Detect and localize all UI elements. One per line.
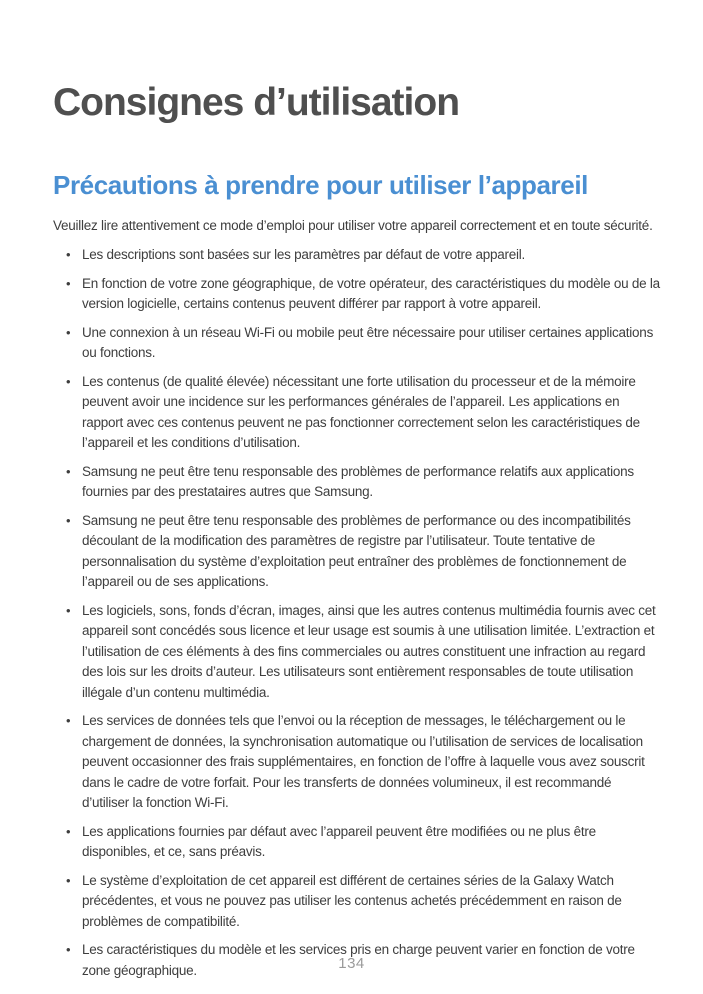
page-title: Consignes d’utilisation — [53, 81, 460, 124]
precaution-item: • En fonction de votre zone géographique, de votre opérateur, des caractéristiques du modèle ou de la version logicielle, certains contenus peuvent différer par rapport à votre appareil. — [53, 274, 661, 315]
precaution-item: • Le système d’exploitation de cet appareil est différent de certaines séries de la Galaxy Watch précédentes, et vous ne pouvez pas utiliser les contenus achetés précédemment en raison de problèmes de compatibilité. — [53, 871, 661, 933]
precaution-item: • Les logiciels, sons, fonds d’écran, images, ainsi que les autres contenus multimédia fournis avec cet appareil sont concédés sous licence et leur usage est soumis à une utilisation limitée. L’extraction et l’utilisation de ces éléments à des fins commerciales ou autres constituent une infraction au regard des lois sur les droits d’auteur. Les utilisateurs sont entièrement responsables de toute utilisation illégale d’un contenu multimédia. — [53, 601, 661, 704]
precaution-item: • Une connexion à un réseau Wi-Fi ou mobile peut être nécessaire pour utiliser certaines applications ou fonctions. — [53, 323, 661, 364]
page-number: 134 — [338, 955, 365, 972]
precaution-item: • Les descriptions sont basées sur les paramètres par défaut de votre appareil. — [53, 245, 661, 266]
precaution-item: • Samsung ne peut être tenu responsable des problèmes de performance relatifs aux applications fournies par des prestataires autres que Samsung. — [53, 462, 661, 503]
precaution-item: • Les contenus (de qualité élevée) nécessitant une forte utilisation du processeur et de la mémoire peuvent avoir une incidence sur les performances générales de l’appareil. Les applications en rapport avec ces contenus peuvent ne pas fonctionner correctement selon les caractéristiques de l’appareil et les conditions d’utilisation. — [53, 372, 661, 454]
precaution-item: • Les services de données tels que l’envoi ou la réception de messages, le téléchargement ou le chargement de données, la synchronisation automatique ou l’utilisation de services de localisation peuvent occasionner des frais supplémentaires, en fonction de l’offre à laquelle vous avez souscrit dans le cadre de votre forfait. Pour les transferts de données volumineux, il est recommandé d’utiliser la fonction Wi-Fi. — [53, 711, 661, 814]
precaution-item: • Samsung ne peut être tenu responsable des problèmes de performance ou des incompatibilités découlant de la modification des paramètres de registre par l’utilisateur. Toute tentative de personnalisation du système d’exploitation peut entraîner des problèmes de fonctionnement de l’appareil ou de ses applications. — [53, 511, 661, 593]
precautions-list — [53, 245, 661, 981]
intro-paragraph: Veuillez lire attentivement ce mode d’emploi pour utiliser votre appareil correctement et en toute sécurité. — [53, 217, 653, 233]
precaution-item: • Les applications fournies par défaut avec l’appareil peuvent être modifiées ou ne plus être disponibles, et ce, sans préavis. — [53, 822, 661, 863]
precaution-item: • Les caractéristiques du modèle et les services pris en charge peuvent varier en fonction de votre zone géographique. — [53, 940, 661, 981]
section-heading: Précautions à prendre pour utiliser l’appareil — [53, 169, 588, 200]
